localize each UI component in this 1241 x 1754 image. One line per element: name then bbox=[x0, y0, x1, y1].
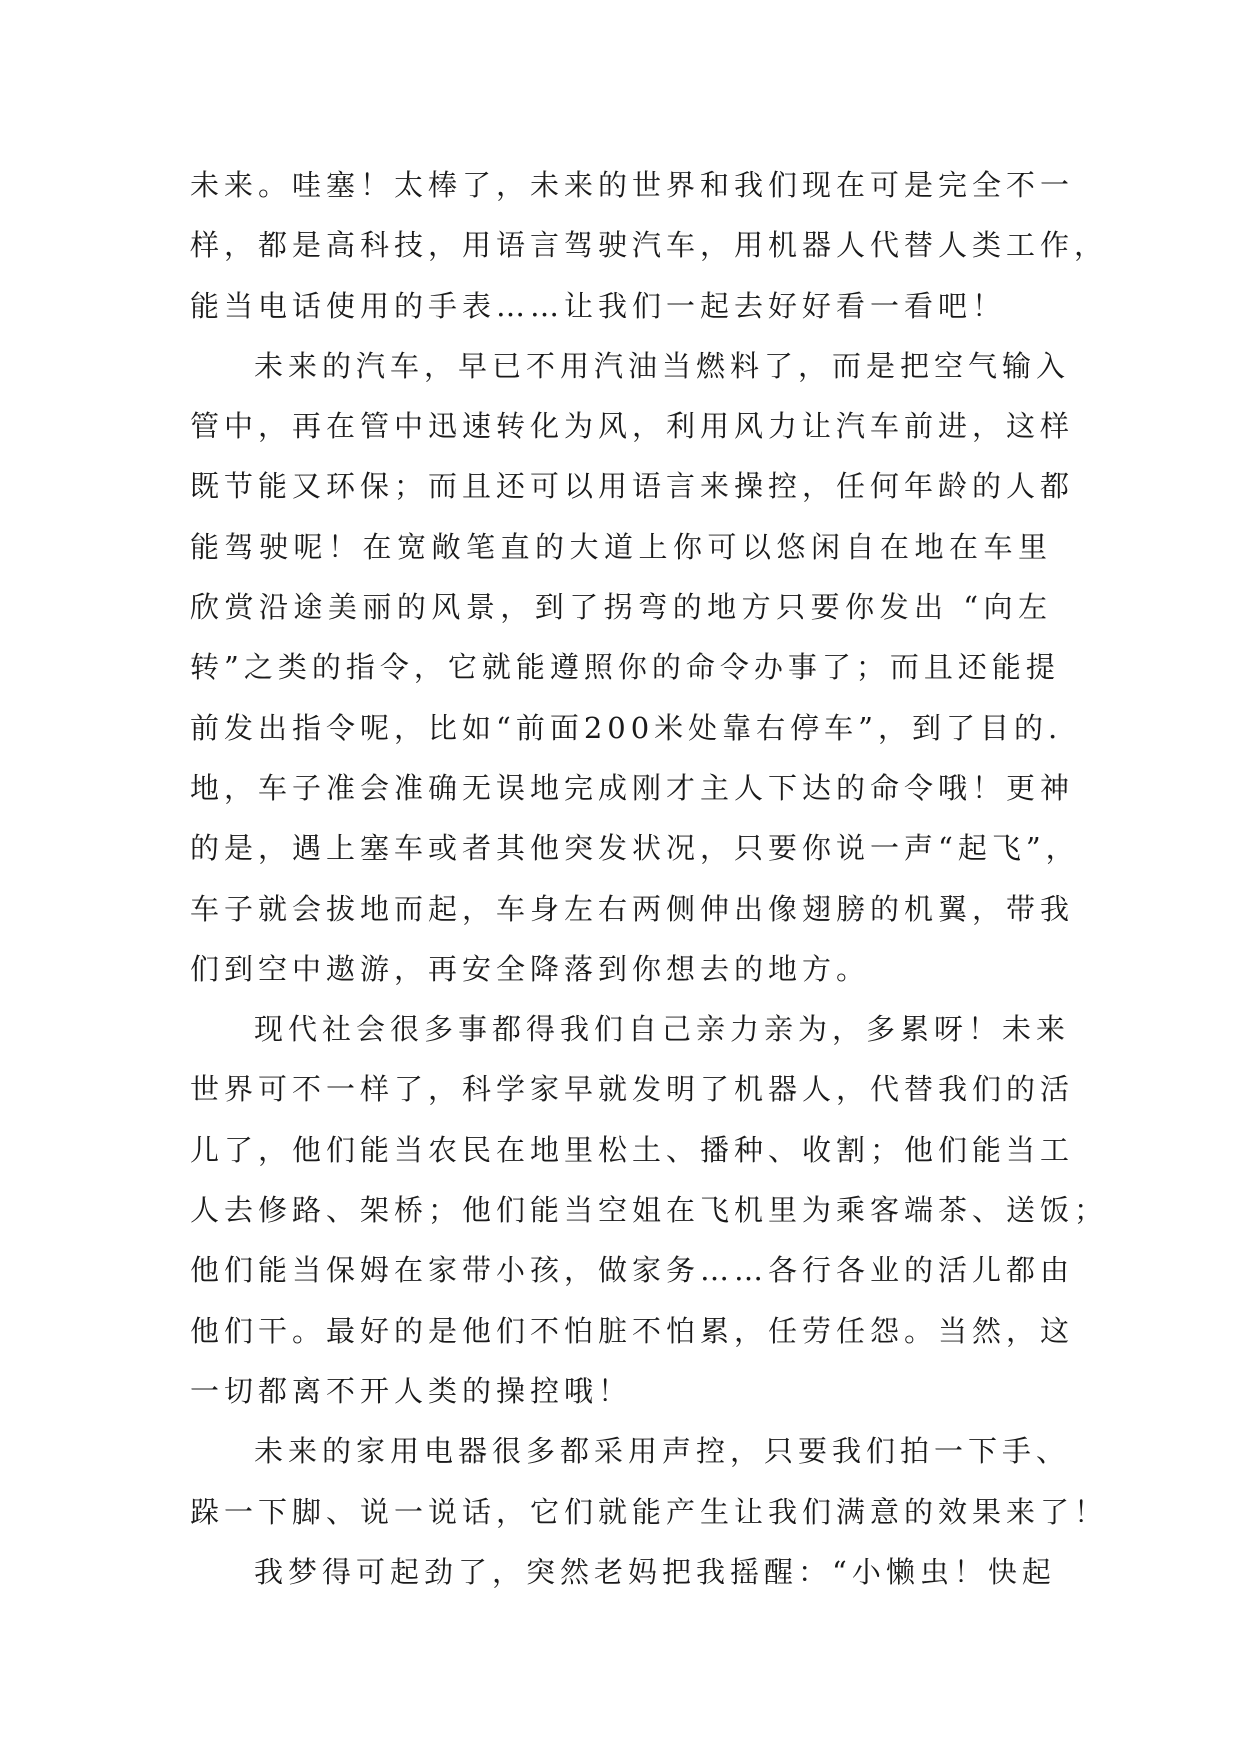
text-line: 能驾驶呢！在宽敞笔直的大道上你可以悠闲自在地在车里 bbox=[190, 529, 1052, 564]
text-line: 地，车子准会准确无误地完成刚才主人下达的命令哦！更神 bbox=[190, 770, 1075, 805]
text-line: 的是，遇上塞车或者其他突发状况，只要你说一声“起飞”， bbox=[190, 831, 1080, 866]
text-line: 能当电话使用的手表……让我们一起去好好看一看吧！ bbox=[190, 288, 1007, 323]
text-line: 他们干。最好的是他们不怕脏不怕累，任劳任怨。当然，这 bbox=[190, 1313, 1075, 1348]
text-line: 一切都离不开人类的操控哦！ bbox=[190, 1373, 633, 1408]
text-line: 前发出指令呢，比如“前面200米处靠右停车”，到了目的. bbox=[190, 710, 1063, 745]
text-line: 转”之类的指令，它就能遵照你的命令办事了；而且还能提 bbox=[190, 650, 1060, 685]
essay-body bbox=[190, 155, 1109, 1602]
text-line: 世界可不一样了，科学家早就发明了机器人，代替我们的活 bbox=[190, 1072, 1075, 1107]
text-line: 既节能又环保；而且还可以用语言来操控，任何年龄的人都 bbox=[190, 469, 1075, 504]
text-line: 样，都是高科技，用语言驾驶汽车，用机器人代替人类工作， bbox=[190, 228, 1109, 263]
text-line: 未来的汽车，早已不用汽油当燃料了，而是把空气输入 bbox=[254, 348, 1071, 383]
text-line: 未来的家用电器很多都采用声控，只要我们拍一下手、 bbox=[254, 1434, 1071, 1469]
text-line: 人去修路、架桥；他们能当空姐在飞机里为乘客端茶、送饭； bbox=[190, 1193, 1109, 1228]
text-line: 我梦得可起劲了，突然老妈把我摇醒：“小懒虫！快起 bbox=[254, 1554, 1056, 1589]
text-line: 跺一下脚、说一说话，它们就能产生让我们满意的效果来了！ bbox=[190, 1494, 1109, 1529]
text-line: 他们能当保姆在家带小孩，做家务……各行各业的活儿都由 bbox=[190, 1253, 1075, 1288]
text-line: 未来。哇塞！太棒了，未来的世界和我们现在可是完全不一 bbox=[190, 168, 1075, 202]
text-line: 们到空中遨游，再安全降落到你想去的地方。 bbox=[190, 951, 871, 986]
text-line: 管中，再在管中迅速转化为风，利用风力让汽车前进，这样 bbox=[190, 409, 1075, 444]
text-line: 车子就会拔地而起，车身左右两侧伸出像翅膀的机翼，带我 bbox=[190, 891, 1075, 926]
text-line: 儿了，他们能当农民在地里松土、播种、收割；他们能当工 bbox=[190, 1132, 1075, 1167]
text-line: 欣赏沿途美丽的风景，到了拐弯的地方只要你发出 “向左 bbox=[190, 590, 1052, 625]
text-line: 现代社会很多事都得我们自己亲力亲为，多累呀！未来 bbox=[254, 1012, 1071, 1047]
